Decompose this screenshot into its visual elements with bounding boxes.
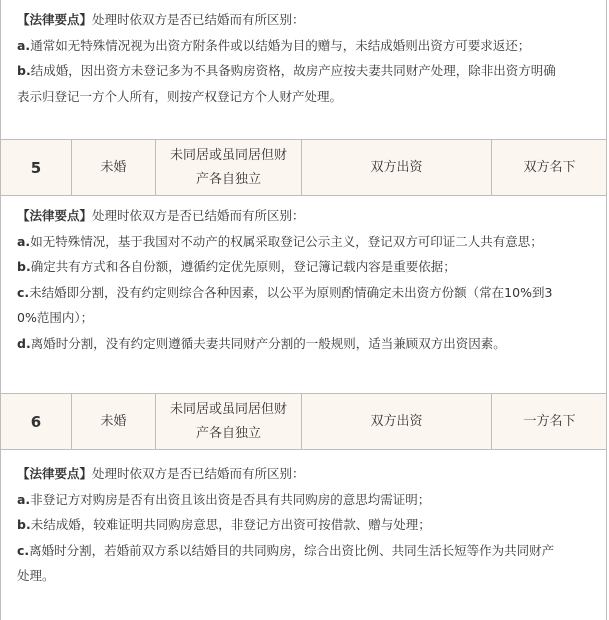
legal-point-b-continued: 表示归登记一方个人所有，则按产权登记方个人财产处理。	[17, 88, 343, 104]
legal-point-b: b.未结成婚，较难证明共同购房意思，非登记方出资可按借款、赠与处理；	[17, 517, 431, 532]
legal-points-heading	[17, 203, 590, 229]
legal-points-tag: 【法律要点】	[17, 12, 93, 27]
marital-status-cell: 未婚	[71, 140, 155, 195]
legal-point-a: a.通常如无特殊情况视为出资方附条件或以结婚为目的赠与，未结成婚则出资方可要求返还；	[17, 37, 531, 53]
title-holder-cell: 双方名下	[491, 140, 607, 195]
contribution-cell: 双方出资	[301, 140, 491, 195]
legal-points-heading	[17, 461, 590, 487]
title-holder-cell: 一方名下	[491, 394, 607, 449]
legal-points-tag: 【法律要点】	[17, 466, 93, 481]
legal-point-c-continued: 处理。	[17, 568, 55, 583]
legal-point-a: a.非登记方对购房是否有出资且该出资是否具有共同购房的意思均需证明；	[17, 491, 431, 507]
legal-points-tag: 【法律要点】	[17, 208, 93, 223]
legal-point-c: c.未结婚即分割，没有约定则综合各种因素，以公平为原则酌情确定未出资方份额（常在10%到3	[17, 284, 553, 300]
legal-point-a: a.如无特殊情况，基于我国对不动产的权属采取登记公示主义，登记双方可印证二人共有意思；	[17, 233, 543, 249]
legal-points-block-3	[1, 461, 606, 589]
legal-point-c: c.离婚时分割，若婚前双方系以结婚目的共同购房，综合出资比例、共同生活长短等作为共同财产	[17, 542, 555, 558]
table-row-5	[1, 139, 606, 196]
legal-points-heading-text: 处理时依双方是否已结婚而有所区别：	[92, 466, 305, 481]
row-number: 6	[30, 412, 42, 431]
legal-points-block-2	[1, 203, 606, 356]
table-row-6	[1, 393, 606, 450]
legal-points-heading-text: 处理时依双方是否已结婚而有所区别：	[92, 208, 305, 223]
cohabitation-cell: 未同居或虽同居但财 产各自独立	[155, 394, 301, 449]
legal-points-heading-text: 处理时依双方是否已结婚而有所区别：	[92, 12, 305, 27]
marital-status-cell: 未婚	[71, 394, 155, 449]
legal-point-b: b.确定共有方式和各自份额，遵循约定优先原则，登记簿记载内容是重要依据；	[17, 259, 456, 274]
contribution-cell: 双方出资	[301, 394, 491, 449]
cohabitation-cell: 未同居或虽同居但财 产各自独立	[155, 140, 301, 195]
legal-point-b: b.结成婚，因出资方未登记多为不具备购房资格，故房产应按夫妻共同财产处理，除非出资方明确	[17, 63, 556, 78]
legal-points-heading	[17, 7, 590, 33]
legal-point-c-continued: 0%范围内）；	[17, 310, 94, 325]
legal-point-d: d.离婚时分割，没有约定则遵循夫妻共同财产分割的一般规则，适当兼顾双方出资因素。	[17, 335, 506, 351]
row-number: 5	[30, 158, 42, 177]
legal-points-block-1	[1, 7, 606, 109]
